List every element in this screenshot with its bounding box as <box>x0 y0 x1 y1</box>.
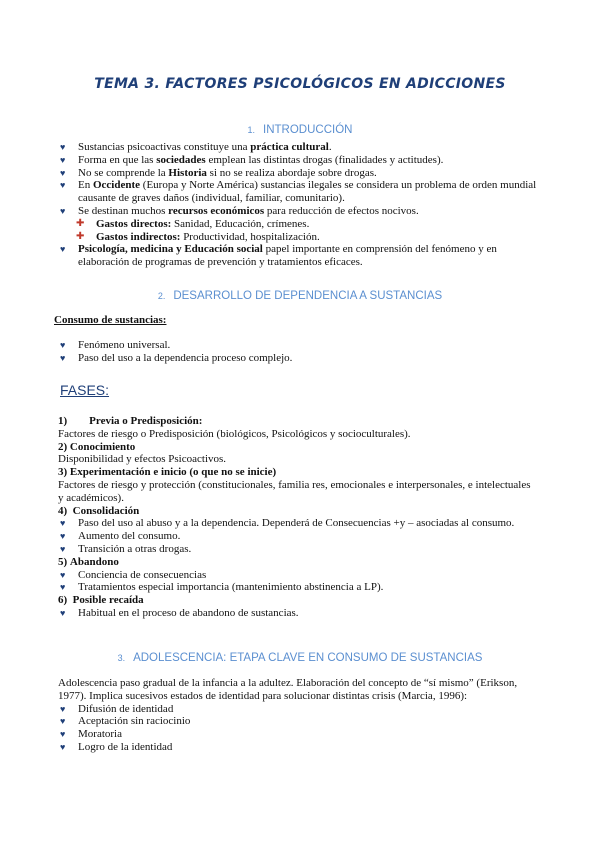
list-item: ♥ Conciencia de consecuencias <box>60 568 207 581</box>
sub-list-item: ✚ Gastos indirectos: Productividad, hospitalización. <box>76 230 320 243</box>
section-heading-3 <box>0 652 600 664</box>
phase-3-title: 3) Experimentación e inicio (o que no se inicie) <box>58 466 277 479</box>
list-item: ♥ Forma en que las sociedades emplean las distintas drogas (finalidades y actitudes). <box>60 153 444 166</box>
heart-bullet-icon: ♥ <box>60 205 66 216</box>
section-heading-1 <box>0 124 600 136</box>
heart-bullet-icon: ♥ <box>60 244 66 255</box>
section-label: ADOLESCENCIA: ETAPA CLAVE EN CONSUMO DE SUSTANCIAS <box>133 652 483 664</box>
section-heading-2 <box>0 290 600 302</box>
section-label: INTRODUCCIÓN <box>263 124 353 136</box>
list-item: ♥ Aceptación sin raciocinio <box>60 715 191 728</box>
section-label: DESARROLLO DE DEPENDENCIA A SUSTANCIAS <box>173 290 443 302</box>
adolescencia-block <box>58 677 538 754</box>
heart-bullet-icon: ♥ <box>60 154 66 165</box>
section-number: 3. <box>117 653 126 663</box>
arrow-bullet-icon: ✚ <box>76 230 85 242</box>
list-item: ♥ Paso del uso a la dependencia proceso complejo. <box>60 351 293 364</box>
intro-list <box>60 141 540 269</box>
section-number: 1. <box>247 125 256 135</box>
heart-bullet-icon: ♥ <box>60 180 66 191</box>
list-item: ♥ Habitual en el proceso de abandono de sustancias. <box>60 606 299 619</box>
phase-2-title: 2) Conocimiento <box>58 440 136 453</box>
phase-5-title: 5) Abandono <box>58 555 119 568</box>
fases-heading: FASES: <box>60 382 110 398</box>
heart-bullet-icon: ♥ <box>60 352 66 363</box>
heart-bullet-icon: ♥ <box>60 716 66 727</box>
phase-1-title: 1) Previa o Predisposición: <box>58 415 203 427</box>
list-item: ♥ No se comprende la Historia si no se realiza abordaje sobre drogas. <box>60 166 377 179</box>
list-item: ♥ Paso del uso al abuso y a la dependencia. Dependerá de Consecuencias +y – asociadas al consumo. <box>60 517 515 530</box>
phase-4-title: 4) Consolidación <box>58 504 140 517</box>
list-item: ♥ Fenómeno universal. <box>60 339 171 351</box>
heart-bullet-icon: ♥ <box>60 340 66 350</box>
list-item: ♥ Aumento del consumo. <box>60 530 181 543</box>
heart-bullet-icon: ♥ <box>60 703 66 714</box>
heart-bullet-icon: ♥ <box>60 167 66 178</box>
heart-bullet-icon: ♥ <box>60 741 66 752</box>
page-title: TEMA 3. FACTORES PSICOLÓGICOS EN ADICCIONES <box>94 76 506 92</box>
list-item: ♥ Logro de la identidad <box>60 740 173 753</box>
consumo-list <box>60 339 540 365</box>
list-item: ♥ Moratoria <box>60 728 122 741</box>
heart-bullet-icon: ♥ <box>60 543 66 554</box>
heart-bullet-icon: ♥ <box>60 729 66 740</box>
list-item: ♥ En Occidente (Europa y Norte América) sustancias ilegales se considera un problema de orden mundial causante de graves daños (individual, familiar, comunitario). <box>60 179 537 205</box>
fases-content <box>58 415 538 620</box>
phase-2-text: Disponibilidad y efectos Psicoactivos. <box>58 453 227 466</box>
list-item: ♥ Psicología, medicina y Educación social papel importante en comprensión del fenómeno y en elaboración de programas de prevención y tratamientos eficaces. <box>60 243 497 269</box>
heart-bullet-icon: ♥ <box>60 531 66 542</box>
list-item: ♥ Tratamientos especial importancia (mantenimiento abstinencia a LP). <box>60 581 384 594</box>
heart-bullet-icon: ♥ <box>60 607 66 618</box>
heart-bullet-icon: ♥ <box>60 142 66 152</box>
sub-list-item: ✚ Gastos directos: Sanidad, Educación, crímenes. <box>76 217 310 230</box>
list-item: ♥ Transición a otras drogas. <box>60 542 192 555</box>
list-item: ♥ Se destinan muchos recursos económicos para reducción de efectos nocivos. <box>60 204 419 217</box>
phase-3-text: Factores de riesgo y protección (constitucionales, familia res, emocionales e interpersonales, e intelectuales y académicos). <box>58 478 531 504</box>
list-item: ♥ Difusión de identidad <box>60 702 174 715</box>
heart-bullet-icon: ♥ <box>60 582 66 593</box>
phase-6-title: 6) Posible recaída <box>58 594 144 607</box>
adolescencia-paragraph: Adolescencia paso gradual de la infancia a la adultez. Elaboración del concepto de “sí mismo” (Erikson, 1977). Implica sucesivos estados de identidad para solucionar distintas crisis (Marcia, 1996): <box>58 677 518 702</box>
phase-1-text: Factores de riesgo o Predisposición (biológicos, Psicológicos y socioculturales). <box>58 427 411 440</box>
heart-bullet-icon: ♥ <box>60 569 66 580</box>
arrow-bullet-icon: ✚ <box>76 217 85 229</box>
consumo-heading: Consumo de sustancias: <box>54 314 167 326</box>
heart-bullet-icon: ♥ <box>60 518 66 529</box>
section-number: 2. <box>157 291 166 301</box>
list-item: ♥ Sustancias psicoactivas constituye una práctica cultural. <box>60 141 332 153</box>
